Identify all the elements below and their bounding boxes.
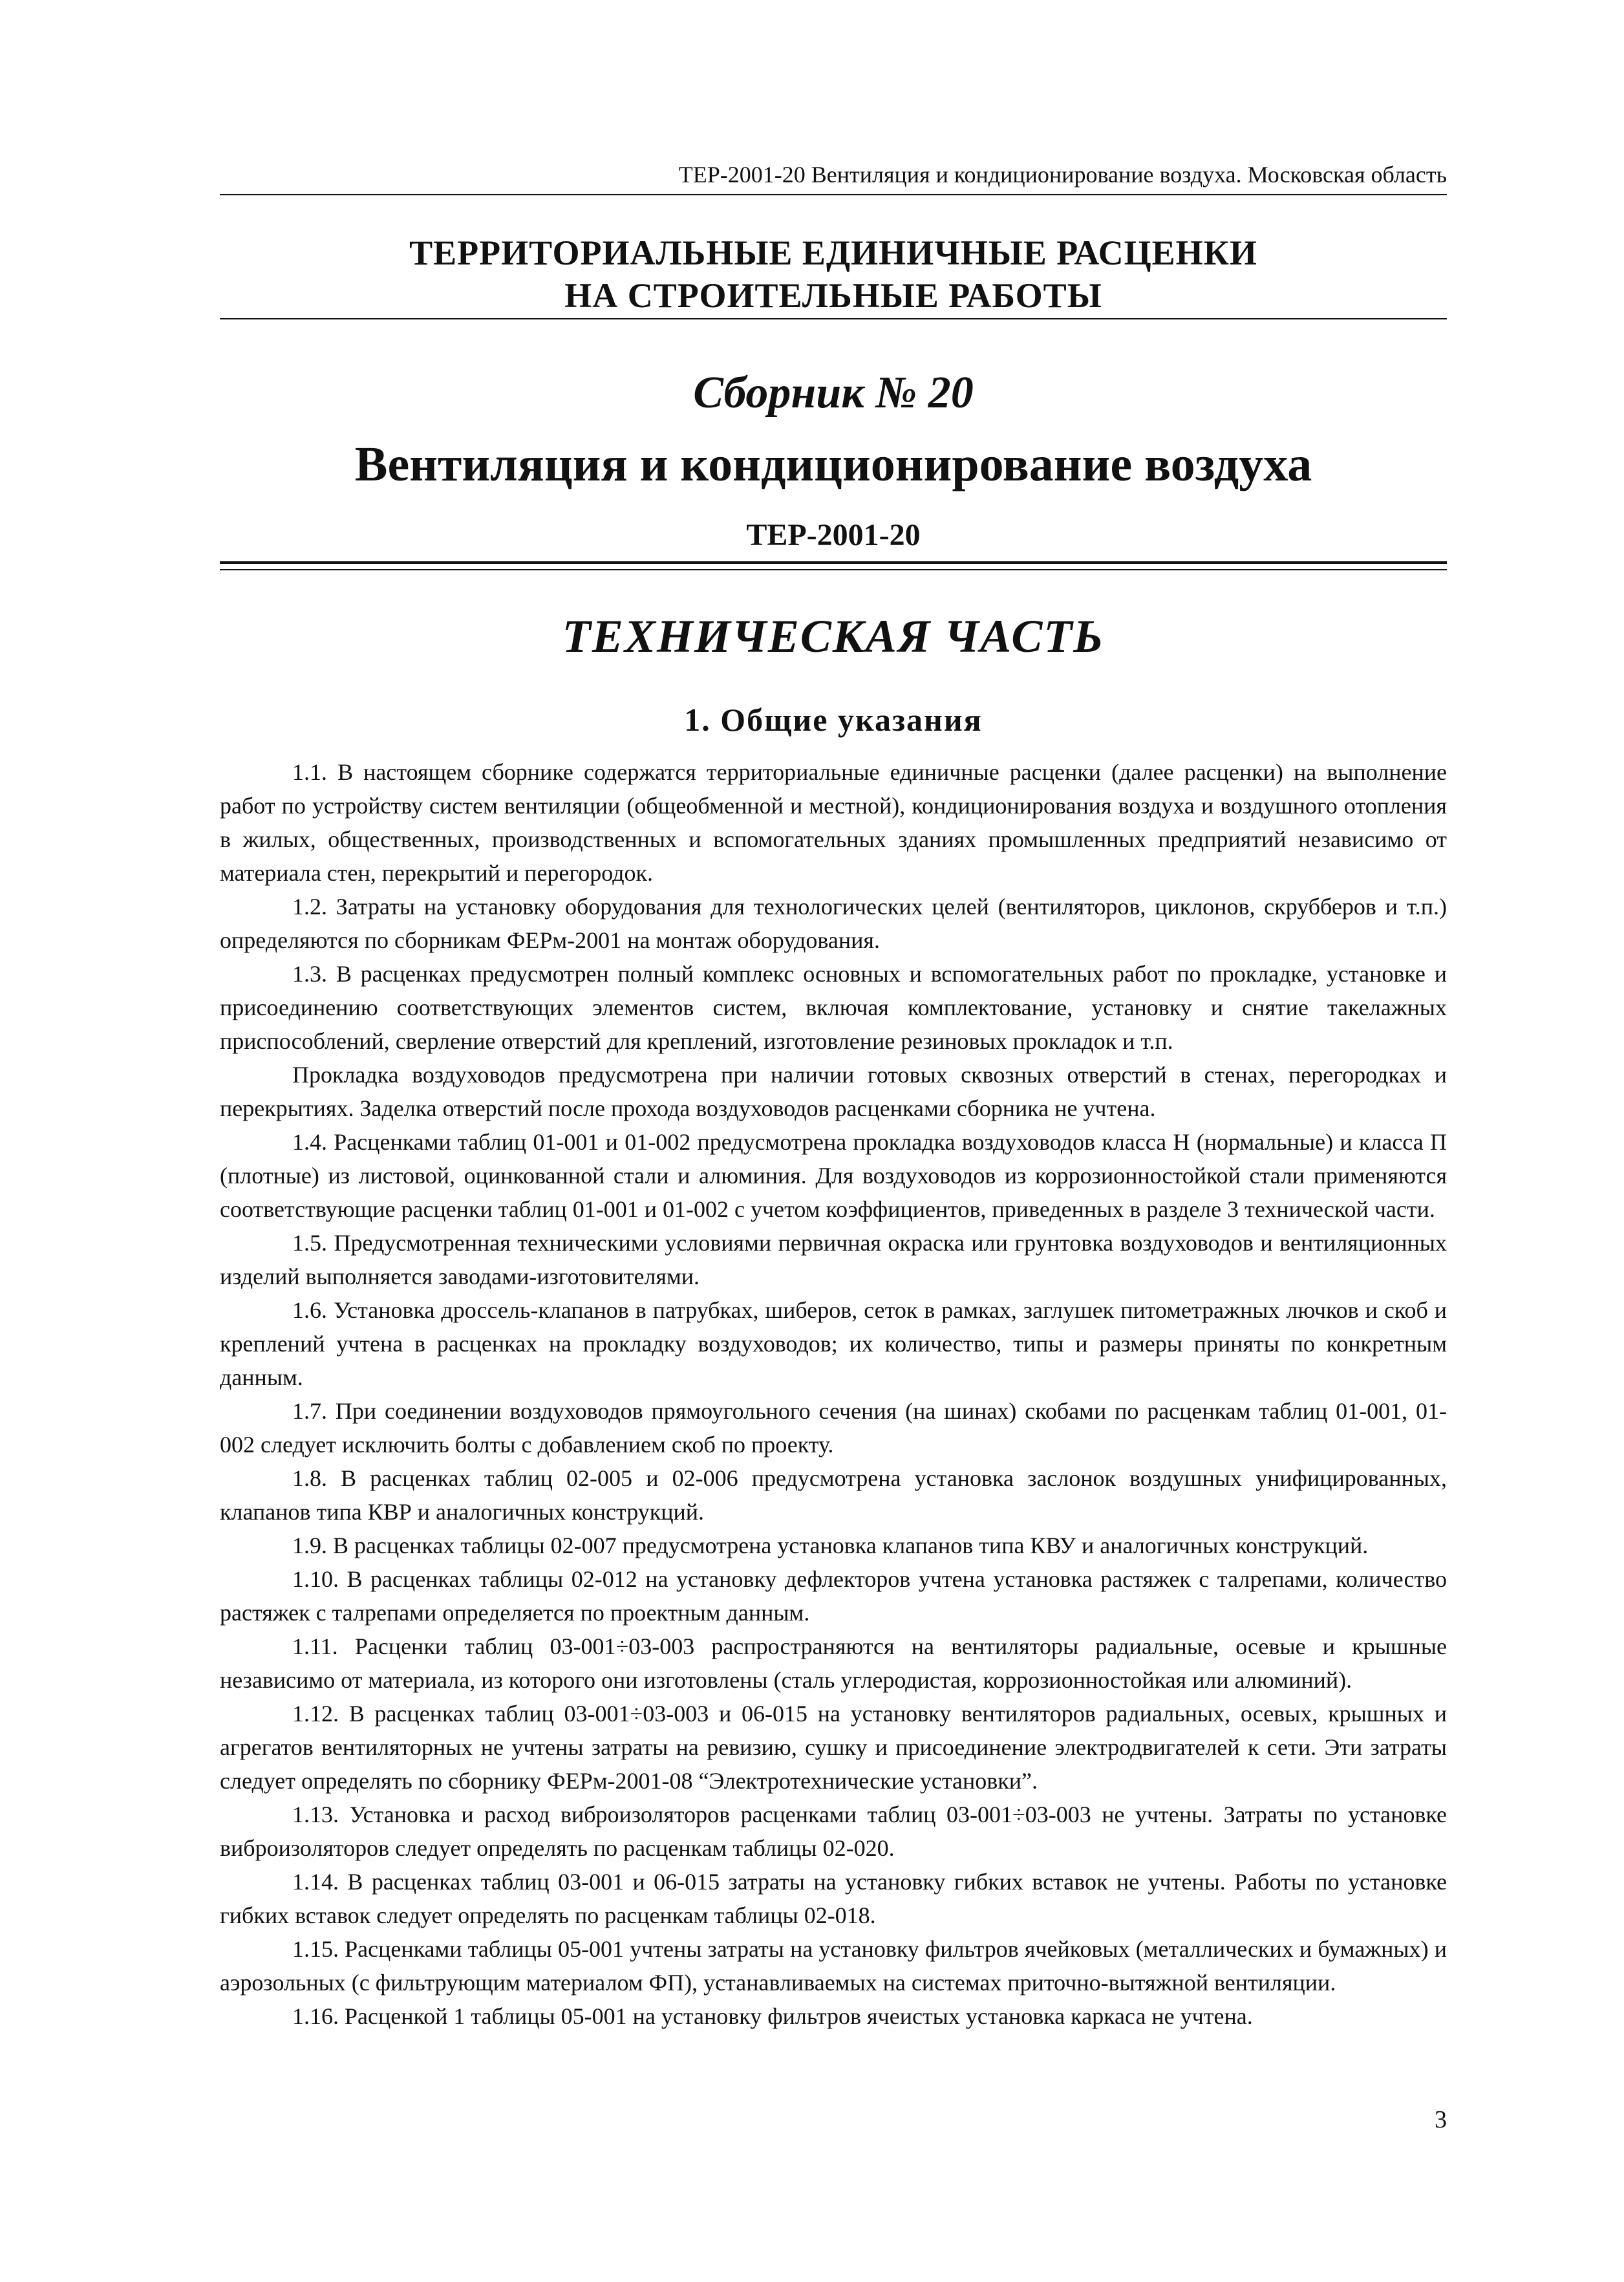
running-header: ТЕР-2001-20 Вентиляция и кондиционирование воздуха. Московская область [678,162,1447,188]
subsection-title: 1. Общие указания [684,702,983,738]
document-title-line-1: ТЕРРИТОРИАЛЬНЫЕ ЕДИНИЧНЫЕ РАСЦЕНКИ [409,233,1257,272]
paragraph-1-3: 1.3. В расценках предусмотрен полный комплекс основных и вспомогательных работ по прокладке, установке и присоединению соответствующих элементов систем, включая комплектование, установку и снятие такелажных приспособлений, сверление отверстий для креплений, изготовление резиновых прокладок и т.п. [220,961,1447,1054]
code-rule-bottom [220,569,1447,570]
paragraph-1-3-continued: Прокладка воздуховодов предусмотрена при наличии готовых сквозных отверстий в стенах, перегородках и перекрытиях. Заделка отверстий после прохода воздуховодов расценками сборника не учтена. [220,1062,1447,1121]
collection-title: Вентиляция и кондиционирование воздуха [354,437,1312,491]
body-text [220,755,1447,2033]
paragraph-1-1: 1.1. В настоящем сборнике содержатся территориальные единичные расценки (далее расценки) на выполнение работ по устройству систем вентиляции (общеобменной и местной), кондиционирования воздуха и воздушного отопления в жилых, общественных, производственных и вспомогательных зданиях промышленных предприятий независимо от материала стен, перекрытий и перегородок. [220,759,1447,886]
paragraph-1-16: 1.16. Расценкой 1 таблицы 05-001 на установку фильтров ячеистых установка каркаса не учтена. [292,2003,1253,2029]
paragraph-1-10: 1.10. В расценках таблицы 02-012 на установку дефлекторов учтена установка растяжек с талрепами, количество растяжек с талрепами определяется по проектным данным. [220,1566,1447,1626]
header-rule [220,194,1447,195]
paragraph-1-8: 1.8. В расценках таблиц 02-005 и 02-006 предусмотрена установка заслонок воздушных унифицированных, клапанов типа КВР и аналогичных конструкций. [220,1465,1447,1525]
section-title: ТЕХНИЧЕСКАЯ ЧАСТЬ [562,610,1105,662]
paragraph-1-11: 1.11. Расценки таблиц 03-001÷03-003 распространяются на вентиляторы радиальные, осевые и крышные независимо от материала, из которого они изготовлены (сталь углеродистая, коррозионностойкая или алюминий). [220,1633,1447,1693]
paragraph-1-14: 1.14. В расценках таблиц 03-001 и 06-015 затраты на установку гибких вставок не учтены. Работы по установке гибких вставок следует определять по расценкам таблицы 02-018. [220,1869,1447,1928]
collection-code: ТЕР-2001-20 [746,518,921,552]
paragraph-1-15: 1.15. Расценками таблицы 05-001 учтены затраты на установку фильтров ячейковых (металлических и бумажных) и аэрозольных (с фильтрующим материалом ФП), устанавливаемых на системах приточно-вытяжной вентиляции. [220,1936,1447,1996]
collection-number: Сборник № 20 [693,368,974,418]
paragraph-1-13: 1.13. Установка и расход виброизоляторов расценками таблиц 03-001÷03-003 не учтены. Затраты по установке виброизоляторов следует определять по расценкам таблицы 02-020. [220,1802,1447,1861]
document-title-line-2: НА СТРОИТЕЛЬНЫЕ РАБОТЫ [564,276,1102,315]
paragraph-1-9: 1.9. В расценках таблицы 02-007 предусмотрена установка клапанов типа КВУ и аналогичных конструкций. [292,1533,1369,1558]
code-rule-top [220,561,1447,564]
paragraph-1-6: 1.6. Установка дроссель-клапанов в патрубках, шиберов, сеток в рамках, заглушек питометражных лючков и скоб и креплений учтена в расценках на прокладку воздуховодов; их количество, типы и размеры приняты по конкретным данным. [220,1297,1447,1390]
paragraph-1-5: 1.5. Предусмотренная техническими условиями первичная окраска или грунтовка воздуховодов и вентиляционных изделий выполняется заводами-изготовителями. [220,1230,1447,1289]
paragraph-1-4: 1.4. Расценками таблиц 01-001 и 01-002 предусмотрена прокладка воздуховодов класса Н (нормальные) и класса П (плотные) из листовой, оцинкованной стали и алюминия. Для воздуховодов из коррозионностойкой стали применяются соответствующие расценки таблиц 01-001 и 01-002 с учетом коэффициентов, приведенных в разделе 3 технической части. [220,1129,1447,1222]
paragraph-1-7: 1.7. При соединении воздуховодов прямоугольного сечения (на шинах) скобами по расценкам таблиц 01-001, 01-002 следует исключить болты с добавлением скоб по проекту. [220,1398,1447,1458]
paragraph-1-2: 1.2. Затраты на установку оборудования для технологических целей (вентиляторов, циклонов, скрубберов и т.п.) определяются по сборникам ФЕРм-2001 на монтаж оборудования. [220,894,1447,953]
page-number: 3 [1435,2106,1447,2133]
document-title [220,231,1447,317]
paragraph-1-12: 1.12. В расценках таблиц 03-001÷03-003 и 06-015 на установку вентиляторов радиальных, осевых, крышных и агрегатов вентиляторных не учтены затраты на ревизию, сушку и присоединение электродвигателей к сети. Эти затраты следует определять по сборнику ФЕРм-2001-08 “Электротехнические установки”. [220,1701,1447,1794]
title-rule [220,318,1447,319]
